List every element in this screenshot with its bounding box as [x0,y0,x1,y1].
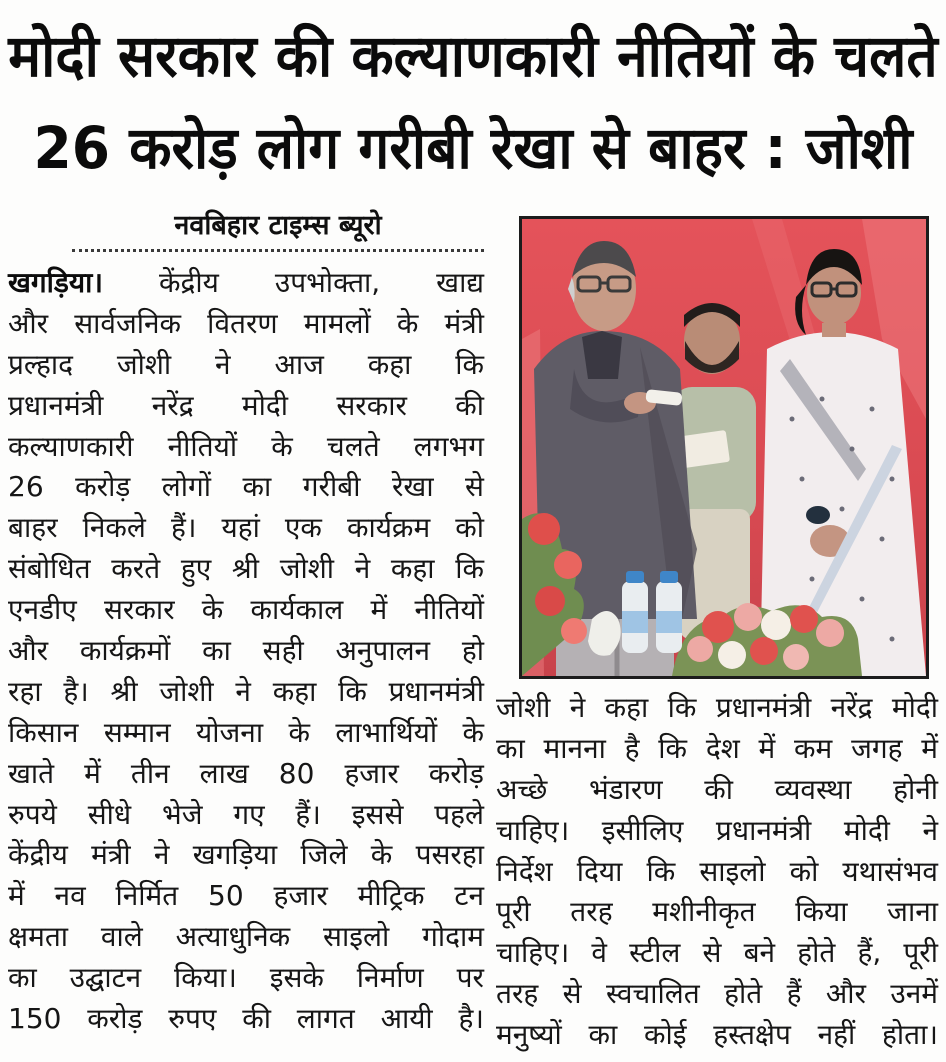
article-body-right [496,688,938,1056]
dateline: खगड़िया। [8,266,104,299]
body-line: बाहर निकले हैं। यहां एक कार्यक्रम को [8,511,484,545]
body-line: कल्याणकारी नीतियों के चलते लगभग [8,429,484,463]
body-line: प्रल्हाद जोशी ने आज कहा कि [8,347,484,381]
body-line: रहा है। श्री जोशी ने कहा कि प्रधानमंत्री [8,674,484,708]
news-photo-illustration [522,219,926,676]
body-line: चाहिए। इसीलिए प्रधानमंत्री मोदी ने [496,813,938,847]
body-line [8,263,484,304]
body-line: संबोधित करते हुए श्री जोशी ने कहा कि [8,552,484,586]
left-column [8,210,484,1040]
body-line: क्षमता वाले अत्याधुनिक साइलो गोदाम [8,920,484,954]
headline [8,10,938,194]
news-photo [519,216,929,679]
article-body-left [8,263,484,1040]
body-line: केंद्रीय मंत्री ने खगड़िया जिले के पसरहा [8,838,484,872]
headline-line-2: 26 करोड़ लोग गरीबी रेखा से बाहर : जोशी [33,114,913,182]
body-line: का उद्घाटन किया। इसके निर्माण पर [8,961,484,995]
body-line: पूरी तरह मशीनीकृत किया जाना [496,895,938,929]
body-line: किसान सम्मान योजना के लाभार्थियों के [8,715,484,749]
article-columns [8,210,938,1056]
body-line: 26 करोड़ लोगों का गरीबी रेखा से [8,470,484,504]
body-line: अच्छे भंडारण की व्यवस्था होनी [496,772,938,806]
body-line: और कार्यक्रमों का सही अनुपालन हो [8,634,484,668]
body-line: 150 करोड़ रुपए की लागत आयी है। [8,1002,484,1036]
body-line: जोशी ने कहा कि प्रधानमंत्री नरेंद्र मोदी [496,691,938,724]
body-line: चाहिए। वे स्टील से बने होते हैं, पूरी [496,936,938,970]
byline-text: नवबिहार टाइम्स ब्यूरो [174,210,382,241]
body-line: तरह से स्वचालित होते हैं और उनमें [496,977,938,1011]
body-line: एनडीए सरकार के कार्यकाल में नीतियों [8,593,484,627]
body-line: का मानना है कि देश में कम जगह में [496,731,938,765]
wristwatch [806,506,830,524]
body-line: प्रधानमंत्री नरेंद्र मोदी सरकार की [8,388,484,422]
body-line-text: केंद्रीय उपभोक्ता, खाद्य [159,266,484,299]
body-line: निर्देश दिया कि साइलो को यथासंभव [496,854,938,888]
body-line: खाते में तीन लाख 80 हजार करोड़ [8,756,484,790]
body-line: और सार्वजनिक वितरण मामलों के मंत्री [8,306,484,340]
headline-line-1: मोदी सरकार की कल्याणकारी नीतियों के चलते [8,22,938,90]
body-line: मनुष्यों का कोई हस्तक्षेप नहीं होता। [496,1018,938,1052]
body-line: रुपये सीधे भेजे गए हैं। इससे पहले [8,797,484,831]
byline [72,210,484,252]
body-line: में नव निर्मित 50 हजार मीट्रिक टन [8,879,484,913]
right-column [484,210,938,1056]
